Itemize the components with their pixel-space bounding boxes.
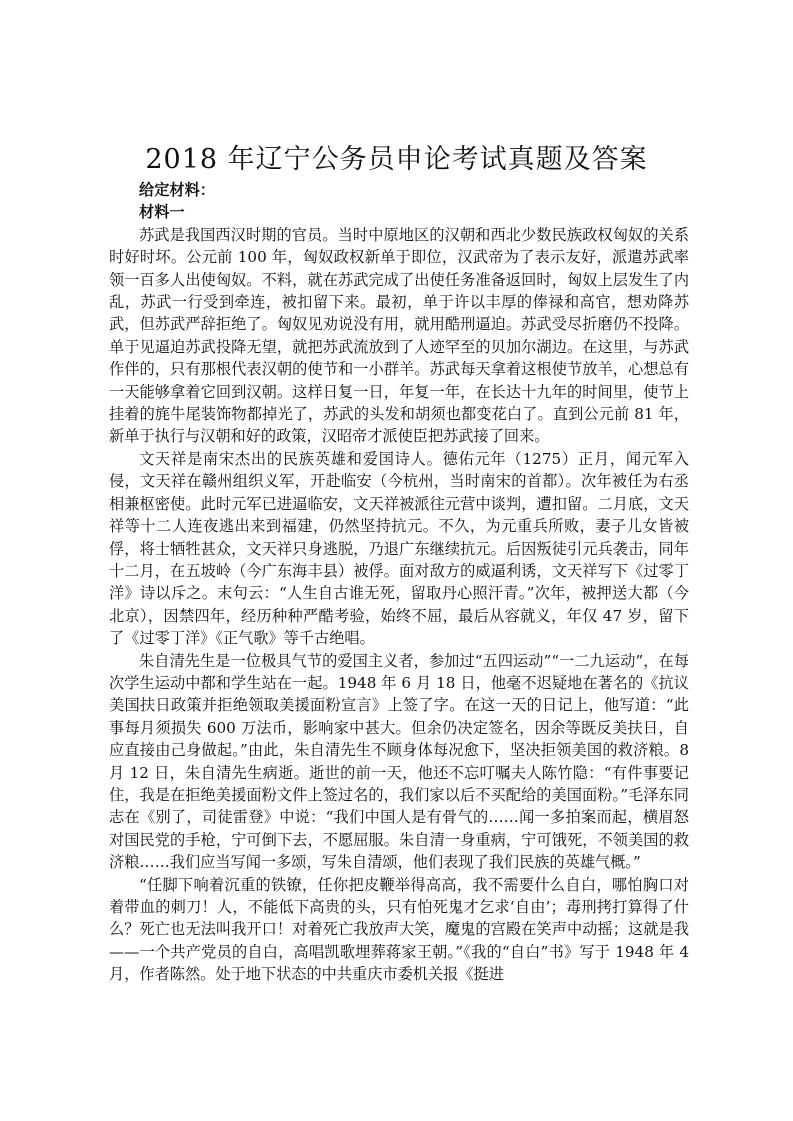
- given-materials-label: 给定材料：: [139, 181, 215, 199]
- paragraph-zhu-ziqing: 朱自清先生是一位极具气节的爱国主义者，参加过“五四运动”“一二九运动”，在每次学生运动中都和学生站在一起。1948 年 6 月 18 日，他毫不迟疑地在著名的《抗议美国扶日政策并拒绝领取美援面粉宣言》上签了字。在这一天的日记上，他写道：“此事每月须损失 600 万法币，影响家中甚大。但余仍决定签名，因余等既反美扶日，自应直接由己身做起。”由此，朱自清先生不顾身体每况愈下，坚决拒领美国的救济粮。8 月 12 日，朱自清先生病逝。逝世的前一天，他还不忘叮嘱夫人陈竹隐：“有件事要记住，我是在拒绝美援面粉文件上签过名的，我们家以后不买配给的美国面粉。”毛泽东同志在《别了，司徒雷登》中说：“我们中国人是有骨气的……闻一多拍案而起，横眉怒对国民党的手枪，宁可倒下去，不愿屈服。朱自清一身重病，宁可饿死，不领美国的救济粮……我们应当写闻一多颂，写朱自清颂，他们表现了我们民族的英雄气概。”: [109, 651, 689, 872]
- paragraph-chen-ran: “任脚下响着沉重的铁镣，任你把皮鞭举得高高，我不需要什么自白，哪怕胸口对着带血的刺刀！人，不能低下高贵的头，只有怕死鬼才乞求‘自由’；毒刑拷打算得了什么？死亡也无法叫我开口！对着死亡我放声大笑，魔鬼的宫殿在笑声中动摇；这就是我——一个共产党员的自白，高唱凯歌埋葬蒋家王朝。”《我的“自白”书》写于 1948 年 4 月，作者陈然。处于地下状态的中共重庆市委机关报《挺进: [109, 875, 689, 984]
- paragraph-wen-tianxiang: 文天祥是南宋杰出的民族英雄和爱国诗人。德佑元年（1275）正月，闻元军入侵，文天祥在赣州组织义军，开赴临安（今杭州，当时南宋的首都）。次年被任为右丞相兼枢密使。此时元军已进逼临安，文天祥被派往元营中谈判，遭扣留。二月底，文天祥等十二人连夜逃出来到福建，仍然坚持抗元。不久，为元重兵所败，妻子儿女皆被俘，将士牺牲甚众，文天祥只身逃脱，乃退广东继续抗元。后因叛徒引元兵袭击，同年十二月，在五坡岭（今广东海丰县）被俘。面对敌方的威逼利诱，文天祥写下《过零丁洋》诗以斥之。末句云：“人生自古谁无死，留取丹心照汗青。”次年，被押送大都（今北京），因禁四年，经历种种严酷考验，始终不屈，最后从容就义，年仅 47 岁，留下了《过零丁洋》《正气歌》等千古绝唱。: [109, 449, 689, 648]
- document-body: [109, 179, 689, 986]
- paragraph-su-wu: 苏武是我国西汉时期的官员。当时中原地区的汉朝和西北少数民族政权匈奴的关系时好时坏。公元前 100 年，匈奴政权新单于即位，汉武帝为了表示友好，派遣苏武率领一百多人出使匈奴。不料，就在苏武完成了出使任务准备返回时，匈奴上层发生了内乱，苏武一行受到牵连，被扣留下来。最初，单于许以丰厚的俸禄和高官，想劝降苏武，但苏武严辞拒绝了。匈奴见劝说没有用，就用酷刑逼迫。苏武受尽折磨仍不投降。单于见逼迫苏武投降无望，就把苏武流放到了人迹罕至的贝加尔湖边。在这里，与苏武作伴的，只有那根代表汉朝的使节和一小群羊。苏武每天拿着这根使节放羊，心想总有一天能够拿着它回到汉朝。这样日复一日，年复一年，在长达十九年的时间里，使节上挂着的旄牛尾装饰物都掉光了，苏武的头发和胡须也都变花白了。直到公元前 81 年，新单于执行与汉朝和好的政策，汉昭帝才派使臣把苏武接了回来。: [109, 225, 689, 446]
- material-one-label: 材料一: [139, 203, 185, 222]
- document-title: 2018 年辽宁公务员申论考试真题及答案: [145, 144, 648, 175]
